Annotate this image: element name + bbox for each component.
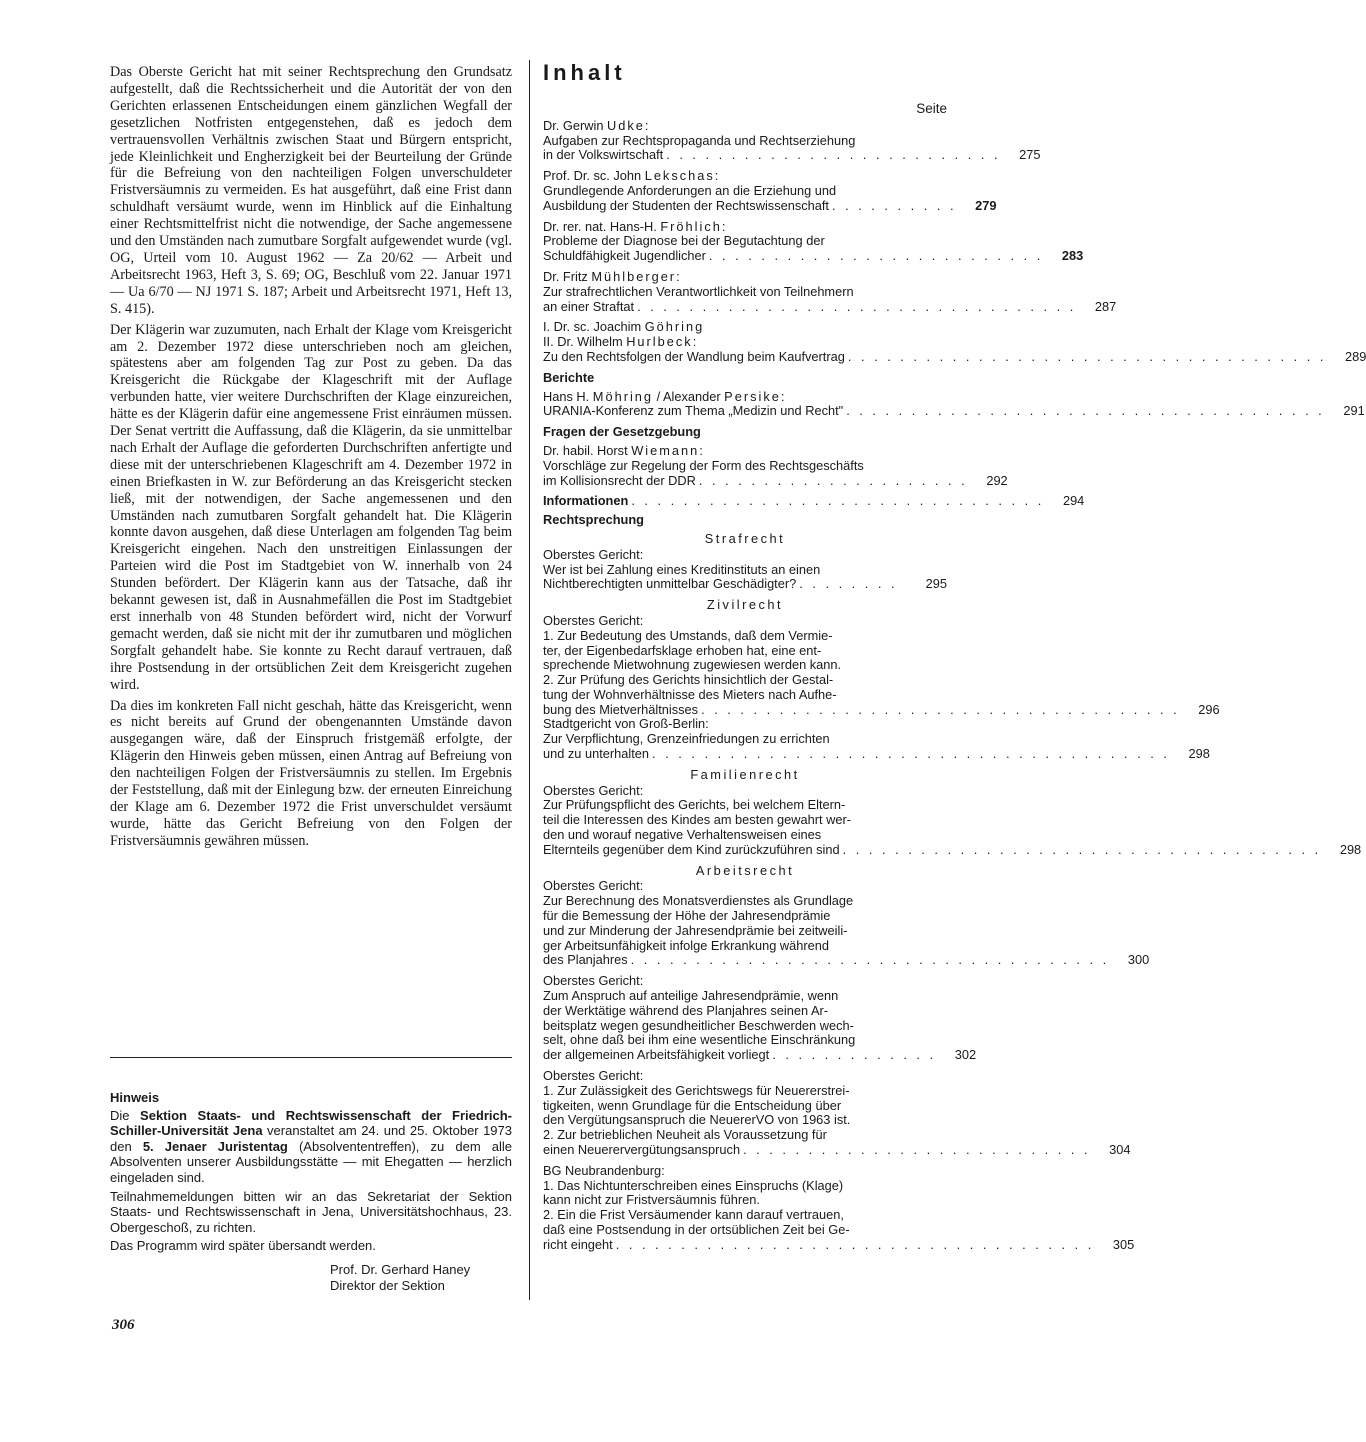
toc-entry[interactable]	[543, 168, 997, 213]
toc-title-line: Zur strafrechtlichen Verantwortlichkeit von Teilnehmern	[543, 283, 854, 299]
toc-title-line: ter, der Eigenbedarfsklage erhoben hat, eine ent-	[543, 642, 822, 658]
toc-page-number: 279	[975, 197, 997, 213]
toc-title-line: Elternteils gegenüber dem Kind zurückzuführen sind	[543, 841, 840, 857]
toc-entry[interactable]	[543, 218, 1084, 264]
court-name: Oberstes Gericht:	[543, 1068, 644, 1084]
author-name: Fröhlich	[660, 218, 722, 234]
toc-title-line: Nichtberechtigten unmittelbar Geschädigter?	[543, 576, 797, 592]
author-name: Persike	[724, 388, 781, 404]
toc-title-line: und zu unterhalten	[543, 746, 650, 762]
toc-entry[interactable]	[543, 782, 1362, 858]
paragraph-3: Da dies im konkreten Fall nicht geschah, hätte das Kreisgericht, wenn es nicht bereits auf Grund der obengenannten Umstände davon ausgegangen wäre, daß der Einspruch fristgemäß erfolgte, der Klägerin den Hinweis geben müssen, einen Antrag auf Befreiung von den nachteiligen Folgen der Fristversäumnis zu stellen. Im Ergebnis der Feststellung, daß mit der Einlegung bzw. der erneuten Einreichung der Klage am 6. Dezember 1972 die Frist unverschuldet versäumt wurde, hätte das Gericht Befreiung von den Folgen der Fristversäumnis gewähren müssen.	[110, 697, 512, 849]
toc-title-line: URANIA-Konferenz zum Thema „Medizin und Recht"	[543, 403, 844, 419]
toc-title-line: Aufgaben zur Rechtspropaganda und Rechtserziehung	[543, 132, 856, 148]
toc-entry[interactable]	[543, 319, 1366, 364]
author-suffix: :	[721, 218, 726, 234]
toc-author	[543, 220, 947, 235]
toc-page-number: 296	[1198, 701, 1220, 717]
toc-page-number: 287	[1094, 298, 1117, 314]
author-suffix: :	[692, 334, 697, 350]
court-name: Oberstes Gericht:	[543, 546, 644, 562]
toc-title-line: Grundlegende Anforderungen an die Erziehung und	[543, 182, 837, 198]
author-suffix: :	[714, 168, 719, 184]
toc-title-line: beitsplatz wegen gesundheitlicher Beschwerden wech-	[543, 1017, 854, 1033]
toc-author	[543, 335, 947, 350]
author-name: Hurlbeck	[626, 334, 693, 350]
notice-heading: Hinweis	[110, 1090, 160, 1105]
notice-paragraph-2: Teilnahmemeldungen bitten wir an das Sekretariat der Sektion Staats- und Rechtswissenschaft in Jena, Universitätshochhaus, 23. Obergeschoß, zu richten.	[110, 1188, 512, 1235]
toc-author	[543, 320, 947, 335]
toc-title-line: Probleme der Diagnose bei der Begutachtung der	[543, 233, 825, 249]
toc-title-line: und zur Minderung der Jahresendprämie bei zeitweili-	[543, 922, 848, 938]
toc-entry[interactable]	[543, 878, 1150, 968]
toc-entry-informationen[interactable]	[543, 493, 1085, 509]
leader-dots: . . . . . . . . . . . . . . . . . . . . . . . . . . . . . . . . . . . . .	[842, 841, 1322, 857]
toc-page-number: 292	[986, 472, 1008, 488]
toc-entry[interactable]	[543, 612, 1220, 762]
toc-last-line	[543, 701, 1220, 718]
toc-page-number: 304	[1109, 1142, 1131, 1157]
author-suffix: :	[676, 268, 680, 284]
toc-entry[interactable]	[543, 1068, 1131, 1158]
notice-text: Die	[110, 1107, 141, 1123]
subsection-heading-familienrecht: Familienrecht	[690, 766, 800, 782]
leader-dots: . . . . . . . . . . . . . . . . . . . . . . . . . . . . . . . . . .	[637, 298, 1077, 314]
signature-name: Prof. Dr. Gerhard Haney	[330, 1262, 471, 1277]
toc-title-line: Ausbildung der Studenten der Rechtswissenschaft	[543, 197, 829, 213]
leader-dots: . . . . . . . . . . . . . . . . . . . . . . . . . . . . . . . . . . . . .	[615, 1236, 1095, 1252]
toc-title-line: 2. Zur Prüfung des Gerichts hinsichtlich der Gestal-	[543, 672, 834, 688]
notice-paragraph-1	[110, 1108, 512, 1186]
toc-title-line: Zur Verpflichtung, Grenzeinfriedungen zu errichten	[543, 731, 830, 747]
body-text-column	[110, 64, 512, 854]
toc-title-line: der Werktätige während des Planjahres seinen Ar-	[543, 1002, 829, 1018]
toc-author	[543, 169, 947, 184]
section-heading-rechtsprechung: Rechtsprechung	[543, 512, 644, 528]
toc-page-number: 289	[1345, 348, 1366, 364]
toc-title-line: im Kollisionsrecht der DDR	[543, 472, 696, 488]
page-column-label: Seite	[916, 101, 947, 116]
toc-last-line	[543, 472, 1008, 489]
toc-page-number: 305	[1112, 1236, 1135, 1252]
toc-last-line	[543, 952, 1150, 968]
toc-title-line: den und worauf negative Verhaltensweisen eines	[543, 827, 822, 843]
toc-entry[interactable]	[543, 117, 1041, 163]
toc-last-line	[543, 348, 1366, 365]
court-name: Oberstes Gericht:	[543, 973, 644, 989]
author-prefix: Hans H.	[543, 388, 593, 404]
court-name: Oberstes Gericht:	[543, 782, 644, 798]
toc-title-line: 1. Das Nichtunterschreiben eines Einspruchs (Klage)	[543, 1177, 844, 1193]
toc-title-line: Zur Berechnung des Monatsverdienstes als Grundlage	[543, 893, 854, 909]
toc-title: Inhalt	[543, 60, 626, 85]
leader-dots: . . . . . . . . . . . . . . . . . . . . . . . . . . .	[743, 1142, 1091, 1157]
toc-title-line: 1. Zur Bedeutung des Umstands, daß dem Vermie-	[543, 627, 833, 643]
toc-title-line: in der Volkswirtschaft	[543, 147, 664, 163]
author-name: Udke	[607, 117, 645, 133]
toc-entry[interactable]	[543, 1162, 1135, 1253]
column-divider	[529, 60, 530, 1300]
toc-title-line: 2. Zur betrieblichen Neuheit als Voraussetzung für	[543, 1127, 827, 1143]
toc-title-line: Vorschläge zur Regelung der Form des Rechtsgeschäfts	[543, 457, 864, 473]
toc-title-line: kann nicht zur Fristversäumnis führen.	[543, 1192, 760, 1208]
toc-title-line: selt, ohne daß bei ihm eine wesentliche Einschränkung	[543, 1032, 856, 1048]
page-number: 306	[112, 1317, 135, 1333]
toc-title-line: an einer Straftat	[543, 298, 635, 314]
notice-box	[110, 1090, 512, 1257]
author-prefix: Dr. rer. nat. Hans-H.	[543, 218, 661, 234]
signature-title: Direktor der Sektion	[330, 1277, 445, 1293]
leader-dots: . . . . . . . . . . . . .	[772, 1047, 937, 1063]
toc-title-line: teil die Interessen des Kindes am besten gewahrt wer-	[543, 812, 852, 828]
toc-title-line: tung der Wohnverhältnisse des Mieters nach Aufhe-	[543, 686, 837, 702]
signature-block	[330, 1262, 520, 1293]
notice-text: (Absolvententreffen), zu dem alle Absolventen unserer Ausbildungsstätte — mit Ehegatten — herzlich eingeladen sind.	[110, 1138, 513, 1185]
toc-last-line	[543, 298, 1117, 315]
toc-page-number: 291	[1343, 403, 1365, 419]
leader-dots: . . . . . . . . . . . . . . . . . . . . . . . . . . . . . . . . . . . . .	[846, 403, 1325, 419]
notice-bold-event: 5. Jenaer Juristentag	[142, 1138, 288, 1154]
author-name: Göhring	[644, 319, 705, 335]
notice-text: veranstaltet am 24. und 25. Oktober 1973 den	[110, 1123, 512, 1154]
toc-author	[543, 270, 947, 285]
toc-entry[interactable]	[543, 973, 977, 1063]
author-suffix: :	[699, 442, 703, 458]
author-prefix: II. Dr. Wilhelm	[543, 334, 627, 350]
toc-last-line	[543, 841, 1362, 858]
court-name: Oberstes Gericht:	[543, 878, 644, 894]
leader-dots: . . . . . . . . . .	[831, 197, 957, 213]
toc-title-line: sprechende Mietwohnung zugewiesen werden kann.	[543, 657, 842, 673]
toc-last-line	[543, 403, 1365, 419]
toc-last-line	[543, 248, 1084, 264]
toc-author	[543, 444, 947, 459]
toc-last-line	[543, 1236, 1135, 1253]
leader-dots: . . . . . . . . . . . . . . . . . . . . . . . . . .	[708, 248, 1044, 264]
toc-entry[interactable]	[543, 268, 1117, 314]
toc-last-line	[543, 746, 1210, 762]
toc-page-number: 275	[1019, 147, 1041, 163]
leader-dots: . . . . . . . . . . . . . . . . . . . . . . . . . . . . . . . . . . . . . . . .	[652, 746, 1170, 762]
toc-last-line	[543, 147, 1041, 163]
toc-page-number: 298	[1339, 841, 1362, 857]
leader-dots: . . . . . . . . . . . . . . . . . . . . . . . . . . . . . . . . . . . . .	[701, 701, 1180, 717]
toc-page-number: 295	[925, 576, 947, 592]
author-name: Lekschas	[644, 168, 715, 184]
toc-title-line: des Planjahres	[543, 952, 628, 968]
toc-page-number: 302	[954, 1047, 977, 1063]
author-prefix: Dr. habil. Horst	[543, 442, 632, 458]
leader-dots: . . . . . . . . . . . . . . . . . . . . . . . . . . . . . . . .	[631, 493, 1045, 509]
toc-title-line: 1. Zur Zulässigkeit des Gerichtswegs für Neuererstrei-	[543, 1082, 850, 1098]
subsection-heading-strafrecht: Strafrecht	[704, 530, 786, 546]
toc-last-line	[543, 1142, 1131, 1158]
court-name: Stadtgericht von Groß-Berlin:	[543, 716, 709, 732]
subsection-heading-arbeitsrecht: Arbeitsrecht	[695, 862, 795, 878]
author-suffix: :	[644, 117, 649, 133]
author-suffix: :	[780, 388, 785, 404]
toc-last-line	[543, 197, 997, 214]
court-name: BG Neubrandenburg:	[543, 1162, 665, 1178]
toc-entry[interactable]	[543, 548, 947, 592]
toc-title-line: tigkeiten, wenn Grundlage für die Entscheidung über	[543, 1097, 842, 1113]
notice-paragraph-3: Das Programm wird später übersandt werden.	[110, 1238, 376, 1254]
leader-dots: . . . . . . . . . . . . . . . . . . . . . . . . . .	[666, 147, 1001, 163]
toc-title-line: 2. Ein die Frist Versäumender kann darauf vertrauen,	[543, 1207, 844, 1223]
leader-dots: . . . . . . . . . . . . . . . . . . . . . . . . . . . . . . . . . . . . .	[630, 952, 1110, 968]
section-heading-gesetzgebung: Fragen der Gesetzgebung	[543, 424, 701, 440]
paragraph-1: Das Oberste Gericht hat mit seiner Rechtsprechung den Grundsatz aufgestellt, daß die Rechtssicherheit und die Autorität der von den Gerichten erlassenen Entscheidungen einem gänzlichen Wegfall der gesetzlichen Notfristen entgegenstehen, daß es jedoch dem vertrauensvollen Verhältnis zwischen Staat und Bürgern entspricht, jede Kleinlichkeit und Engherzigkeit bei der Beurteilung der Gründe für die Befreiung von den nachteiligen Folgen unverschuldeter Fristversäumnis zu vermeiden. Es hat ausgeführt, daß eine Frist dann schuldhaft versäumt wurde, wenn im Hinblick auf die Einhaltung einer Rechtsmittelfrist nicht die notwendige, der Sache angemessene und den Umständen nach zumutbare Sorgfalt aufgewendet wurde (vgl. OG, Urteil vom 10. August 1962 — Za 20/62 — Arbeit und Arbeitsrecht 1963, Heft 3, S. 69; OG, Beschluß vom 22. Januar 1971 — Ua 6/70 — NJ 1971 S. 187; Arbeit und Arbeitsrecht 1971, Heft 13, S. 415).	[110, 64, 512, 317]
toc-title-line: bung des Mietverhältnisses	[543, 701, 699, 717]
toc-title-line: Wer ist bei Zahlung eines Kreditinstituts an einen	[543, 561, 821, 577]
toc-title-line: daß eine Postsendung in der ortsüblichen Zeit bei Ge-	[543, 1221, 850, 1237]
separator-rule	[110, 1057, 512, 1058]
author-prefix: Dr. Fritz	[543, 268, 592, 284]
author-separator: / Alexander	[653, 388, 725, 404]
toc-title-line: einen Neuerervergütungsanspruch	[543, 1142, 741, 1157]
author-name: Wiemann	[631, 442, 700, 458]
author-prefix: I. Dr. sc. Joachim	[543, 319, 645, 335]
section-heading-berichte: Berichte	[543, 369, 595, 385]
toc-author	[543, 119, 947, 134]
author-prefix: Prof. Dr. sc. John	[543, 168, 645, 184]
court-name: Oberstes Gericht:	[543, 612, 644, 628]
toc-title-line: Zur Prüfungspflicht des Gerichts, bei welchem Eltern-	[543, 797, 846, 813]
leader-dots: . . . . . . . . . . . . . . . . . . . . .	[698, 472, 968, 488]
toc-title-line: richt eingeht	[543, 1236, 613, 1252]
toc-last-line	[543, 577, 947, 592]
author-prefix: Dr. Gerwin	[543, 117, 607, 133]
leader-dots: . . . . . . . . . . . . . . . . . . . . . . . . . . . . . . . . . . . . .	[847, 348, 1327, 364]
toc-entry[interactable]	[543, 442, 1008, 488]
toc-title-line: Schuldfähigkeit Jugendlicher	[543, 248, 706, 264]
toc-author	[543, 390, 947, 405]
toc-title-line: der allgemeinen Arbeitsfähigkeit vorliegt	[543, 1047, 770, 1063]
toc-title-line: für die Bemessung der Höhe der Jahresendprämie	[543, 908, 831, 924]
table-of-contents	[543, 58, 1366, 1259]
author-name: Möhring	[592, 388, 654, 404]
toc-last-line	[543, 1047, 977, 1063]
author-name: Mühlberger	[591, 268, 677, 284]
paragraph-2: Der Klägerin war zuzumuten, nach Erhalt der Klage vom Kreisgericht am 2. Dezember 1972 diese unterschrieben noch am gleichen, spätestens aber am folgenden Tag zur Post zu geben. Da das Kreisgericht die Rückgabe der Klageschrift mit der Auflage verbunden hatte, vier weitere Durchschriften der Klage einzureichen, hätte es der Klägerin dafür eine angemessene Frist einräumen müssen. Der Senat vertritt die Auffassung, daß die Klägerin, da sie unmittelbar nach Erhalt der Auflage die geforderten Durchschriften anfertigte und diese mit der unterschriebenen Klageschrift am 4. Dezember 1972 in einen Briefkasten in W. zur Beförderung an das Kreisgericht stecken ließ, mit der notwendigen, der Sache angemessenen und den Umständen nach zumutbaren Sorgfalt gehandelt hat. Die Klägerin konnte davon ausgehen, daß diese Unterlagen am folgenden Tag beim Kreisgericht eingehen. Nach den unstreitigen Einlassungen der Parteien wird die Post im Stadtgebiet von W. innerhalb von 24 Stunden befördert. Der Klägerin kann aus der Tatsache, daß ihr bekannt gewesen ist, daß in Ausnahmefällen die Post im Stadtgebiet erst innerhalb von 48 Stunden befördert wird, nicht der Vorwurf gemacht werden, daß sie nicht mit der ihr zumutbaren und möglichen Sorgfalt gehandelt habe. Sie konnte zu Recht darauf vertrauen, daß ihre Postsendung in der ortsüblichen Zeit dem Kreisgericht zugehen wird.	[110, 321, 512, 693]
toc-title-line: Zum Anspruch auf anteilige Jahresendprämie, wenn	[543, 988, 839, 1004]
subsection-heading-zivilrecht: Zivilrecht	[706, 597, 784, 613]
toc-page-number: 294	[1062, 493, 1085, 509]
toc-page-number: 283	[1061, 248, 1084, 264]
toc-page-number: 298	[1188, 746, 1210, 762]
leader-dots: . . . . . . . .	[799, 576, 898, 592]
toc-entry[interactable]	[543, 388, 1365, 420]
toc-page-number: 300	[1127, 952, 1150, 968]
toc-title-line: Zu den Rechtsfolgen der Wandlung beim Kaufvertrag	[543, 348, 845, 364]
toc-title-line: den Vergütungsanspruch die NeuererVO von 1963 ist.	[543, 1112, 851, 1128]
notice-bold-institution: Sektion Staats- und Rechtswissenschaft der Friedrich-Schiller-Universität Jena	[110, 1107, 513, 1139]
toc-title-line: ger Arbeitsunfähigkeit infolge Erkrankung während	[543, 937, 829, 953]
section-heading-informationen: Informationen	[543, 493, 629, 509]
